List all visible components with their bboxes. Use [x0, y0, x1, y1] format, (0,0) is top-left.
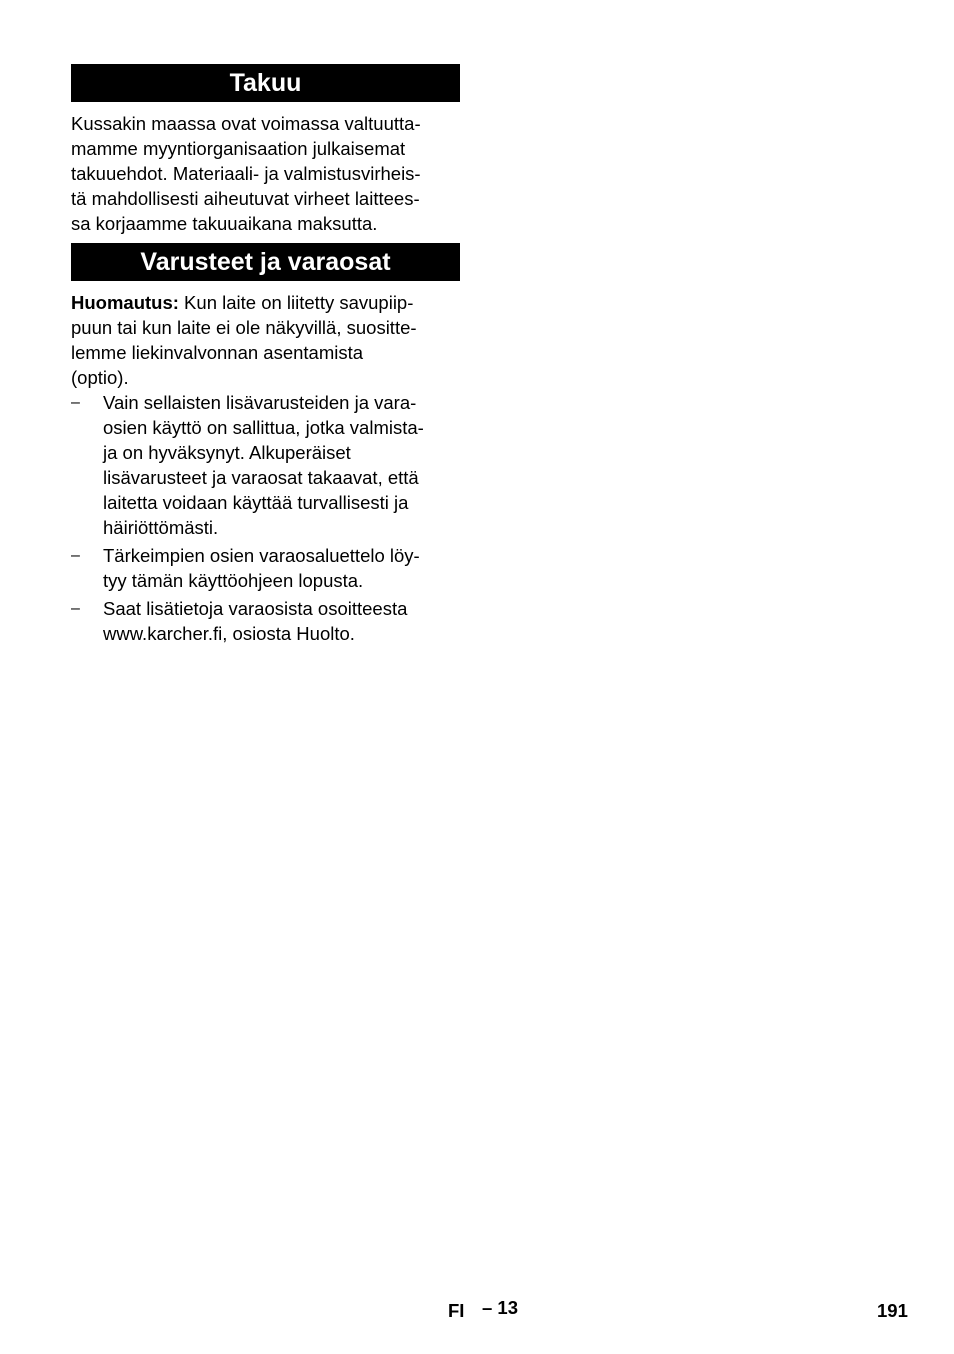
footer-language: FI	[448, 1300, 465, 1321]
section-heading-takuu: Takuu	[71, 64, 460, 102]
list-item	[71, 543, 460, 593]
note-paragraph	[71, 290, 460, 390]
list-item-line: ja on hyväksynyt. Alkuperäiset	[103, 442, 351, 463]
note-first-line	[71, 290, 460, 315]
bullet-dash: –	[71, 547, 80, 564]
takuu-line: mamme myyntiorganisaation julkaisemat	[71, 138, 406, 159]
note-line: lemme liekinvalvonnan asentamista	[71, 342, 364, 363]
footer-section-page: – 13	[482, 1297, 519, 1318]
list-item-line: osien käyttö on sallittua, jotka valmista-	[103, 417, 424, 438]
note-text: Kun laite on liitetty savupiip-	[178, 292, 414, 313]
list-item-line: Vain sellaisten lisävarusteiden ja vara-	[103, 392, 417, 413]
accessories-list	[71, 390, 460, 646]
list-item-line: häiriöttömästi.	[103, 517, 219, 538]
takuu-paragraph	[71, 111, 460, 236]
takuu-line: sa korjaamme takuuaikana maksutta.	[71, 213, 378, 234]
note-label: Huomautus:	[71, 292, 179, 313]
note-line: (optio).	[71, 367, 129, 388]
list-item	[71, 390, 460, 540]
takuu-line: Kussakin maassa ovat voimassa valtuutta-	[71, 113, 421, 134]
list-item-line: Tärkeimpien osien varaosaluettelo löy-	[103, 545, 420, 566]
footer-page-number: 191	[877, 1300, 908, 1321]
list-item-line: lisävarusteet ja varaosat takaavat, että	[103, 467, 419, 488]
bullet-dash: –	[71, 600, 80, 617]
list-item-line: Saat lisätietoja varaosista osoitteesta	[103, 598, 408, 619]
note-line: puun tai kun laite ei ole näkyvillä, suositte-	[71, 317, 417, 338]
list-item-line: tyy tämän käyttöohjeen lopusta.	[103, 570, 364, 591]
list-item	[71, 596, 460, 646]
takuu-line: tä mahdollisesti aiheutuvat virheet laittees-	[71, 188, 420, 209]
bullet-dash: –	[71, 394, 80, 411]
takuu-line: takuuehdot. Materiaali- ja valmistusvirheis-	[71, 163, 421, 184]
section-heading-varusteet: Varusteet ja varaosat	[71, 243, 460, 281]
list-item-line: laitetta voidaan käyttää turvallisesti ja	[103, 492, 409, 513]
content-column	[71, 64, 460, 649]
list-item-line: www.karcher.fi, osiosta Huolto.	[103, 623, 355, 644]
